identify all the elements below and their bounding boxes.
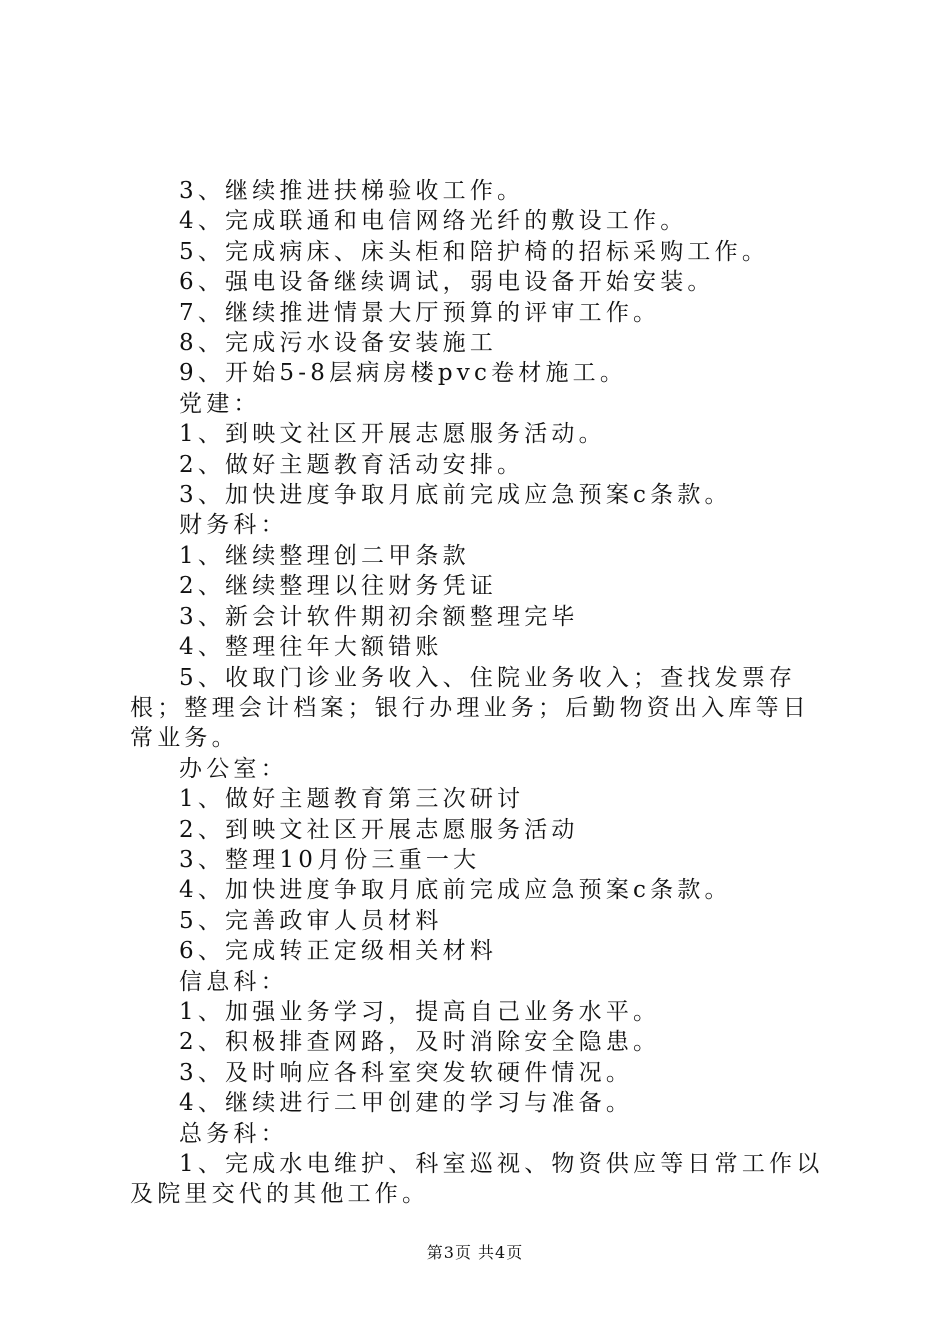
paragraph: 1、到映文社区开展志愿服务活动。 bbox=[179, 421, 606, 448]
section-heading-it: 信息科： bbox=[179, 968, 288, 995]
paragraph: 4、整理往年大额错账 bbox=[179, 634, 443, 661]
paragraph: 5、完成病床、床头柜和陪护椅的招标采购工作。 bbox=[179, 238, 770, 265]
section-heading-finance: 财务科： bbox=[179, 512, 288, 539]
paragraph: 5、完善政审人员材料 bbox=[179, 907, 443, 934]
section-heading-party: 党建： bbox=[179, 390, 261, 417]
paragraph: 1、继续整理创二甲条款 bbox=[179, 542, 470, 569]
paragraph: 9、开始5-8层病房楼pvc卷材施工。 bbox=[179, 360, 628, 387]
paragraph: 3、继续推进扶梯验收工作。 bbox=[179, 178, 525, 204]
section-heading-office: 办公室： bbox=[179, 755, 288, 782]
paragraph: 2、继续整理以往财务凭证 bbox=[179, 573, 498, 600]
paragraph: 2、做好主题教育活动安排。 bbox=[179, 451, 525, 478]
section-heading-general-affairs: 总务科： bbox=[179, 1120, 288, 1147]
paragraph: 6、完成转正定级相关材料 bbox=[179, 938, 498, 965]
paragraph: 4、完成联通和电信网络光纤的敷设工作。 bbox=[179, 208, 688, 235]
document-body bbox=[130, 176, 835, 1210]
paragraph: 1、做好主题教育第三次研讨 bbox=[179, 786, 525, 813]
paragraph: 3、整理10月份三重一大 bbox=[179, 846, 481, 873]
paragraph: 2、积极排查网路，及时消除安全隐患。 bbox=[179, 1029, 661, 1056]
paragraph: 4、继续进行二甲创建的学习与准备。 bbox=[179, 1090, 634, 1117]
paragraph: 7、继续推进情景大厅预算的评审工作。 bbox=[179, 299, 661, 326]
paragraph: 5、收取门诊业务收入、住院业务收入；查找发票存根；整理会计档案；银行办理业务；后勤物资出入库等日常业务。 bbox=[130, 664, 810, 752]
paragraph: 3、及时响应各科室突发软硬件情况。 bbox=[179, 1059, 634, 1086]
paragraph: 2、到映文社区开展志愿服务活动 bbox=[179, 816, 579, 843]
paragraph: 4、加快进度争取月底前完成应急预案c条款。 bbox=[179, 877, 732, 904]
paragraph: 3、加快进度争取月底前完成应急预案c条款。 bbox=[179, 482, 732, 509]
paragraph: 3、新会计软件期初余额整理完毕 bbox=[179, 603, 579, 630]
paragraph: 1、完成水电维护、科室巡视、物资供应等日常工作以及院里交代的其他工作。 bbox=[130, 1151, 824, 1208]
paragraph: 8、完成污水设备安装施工 bbox=[179, 330, 498, 357]
paragraph: 6、强电设备继续调试，弱电设备开始安装。 bbox=[179, 269, 715, 296]
paragraph: 1、加强业务学习，提高自己业务水平。 bbox=[179, 998, 661, 1025]
page-number-footer: 第3页 共4页 bbox=[426, 1243, 524, 1262]
